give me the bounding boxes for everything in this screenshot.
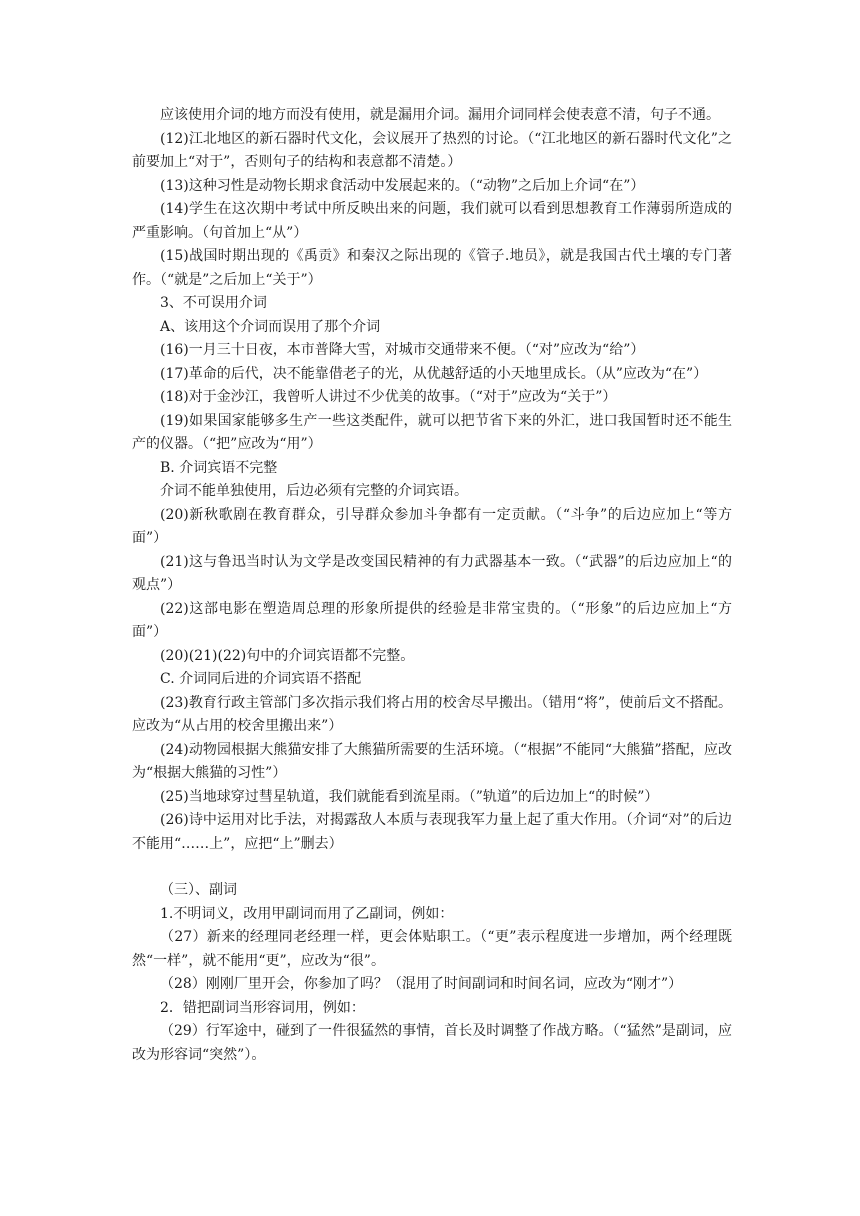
paragraph: (15)战国时期出现的《禹贡》和秦汉之际出现的《管子.地员》，就是我国古代土壤的专门著作。（“就是”之后加上“关于”） (132, 248, 732, 288)
paragraph: (16)一月三十日夜，本市普降大雪，对城市交通带来不便。（“对”应改为“给”） (160, 342, 645, 358)
paragraph: (20)新秋歌剧在教育群众，引导群众参加斗争都有一定贡献。（“斗争”的后边应加上“等方面”） (132, 506, 732, 546)
section-heading: 3、不可误用介词 (160, 295, 267, 311)
paragraph: 介词不能单独使用，后边必须有完整的介词宾语。 (160, 483, 468, 499)
paragraph: (14)学生在这次期中考试中所反映出来的问题，我们就可以看到思想教育工作薄弱所造成的严重影响。（句首加上“从”） (132, 201, 732, 241)
paragraph: (22)这部电影在塑造周总理的形象所提供的经验是非常宝贵的。（“形象”的后边应加上“方面”） (132, 600, 732, 640)
paragraph: （29）行军途中，碰到了一件很猛然的事情，首长及时调整了作战方略。（“猛然”是副词，应改为形容词“突然”）。 (132, 1023, 732, 1063)
paragraph: (21)这与鲁迅当时认为文学是改变国民精神的有力武器基本一致。（“武器”的后边应加上“的观点”） (132, 553, 732, 593)
paragraph: (18)对于金沙江，我曾听人讲过不少优美的故事。（“对于”应改为“关于”） (160, 389, 617, 405)
blank-line (132, 856, 732, 879)
paragraph: (25)当地球穿过彗星轨道，我们就能看到流星雨。（”轨道”的后边加上“的时候”） (160, 788, 659, 805)
paragraph: (13)这种习性是动物长期求食活动中发展起来的。（“动物”之后加上介词“在”） (160, 177, 645, 194)
paragraph: （28）刚刚厂里开会，你参加了吗？（混用了时间副词和时间名词，应改为“刚才”） (160, 976, 683, 992)
subsection-heading: C. 介词同后进的介词宾语不搭配 (160, 671, 362, 687)
subsection-heading: A、该用这个介词而误用了那个介词 (160, 318, 381, 335)
paragraph: （27）新来的经理同老经理一样，更会体贴职工。（“更”表示程度进一步增加，两个经理既然“一样”，就不能用“更”，应改为“很”。 (132, 929, 732, 969)
paragraph: (19)如果国家能够多生产一些这类配件，就可以把节省下来的外汇，进口我国暂时还不能生产的仪器。（“把”应改为“用”） (132, 412, 732, 452)
paragraph: (24)动物园根据大熊猫安排了大熊猫所需要的生活环境。（“根据”不能同“大熊猫”搭配，应改为“根据大熊猫的习性”） (132, 741, 732, 781)
paragraph: (23)教育行政主管部门多次指示我们将占用的校舍尽早搬出。（错用“将”，使前后文不搭配。应改为“从占用的校舍里搬出来”） (132, 694, 732, 734)
section-heading: （三）、副词 (160, 882, 237, 898)
paragraph: (12)江北地区的新石器时代文化，会议展开了热烈的讨论。（“江北地区的新石器时代文化”之前要加上“对于”，否则句子的结构和表意都不清楚。） (132, 130, 732, 170)
subsection-heading: 2．错把副词当形容词用，例如： (160, 999, 365, 1016)
subsection-heading: B. 介词宾语不完整 (160, 459, 278, 476)
subsection-heading: 1.不明词义，改用甲副词而用了乙副词，例如： (160, 905, 454, 922)
document-page (132, 104, 732, 1067)
paragraph: 应该使用介词的地方而没有使用，就是漏用介词。漏用介词同样会使表意不清，句子不通。 (160, 107, 720, 123)
paragraph: (17)革命的后代，决不能靠借老子的光，从优越舒适的小天地里成长。（从”应改为“在”） (160, 365, 708, 382)
paragraph: (26)诗中运用对比手法，对揭露敌人本质与表现我军力量上起了重大作用。（介词“对”的后边不能用“……上”，应把“上”删去） (132, 812, 732, 852)
paragraph: (20)(21)(22)句中的介词宾语都不完整。 (160, 647, 415, 664)
